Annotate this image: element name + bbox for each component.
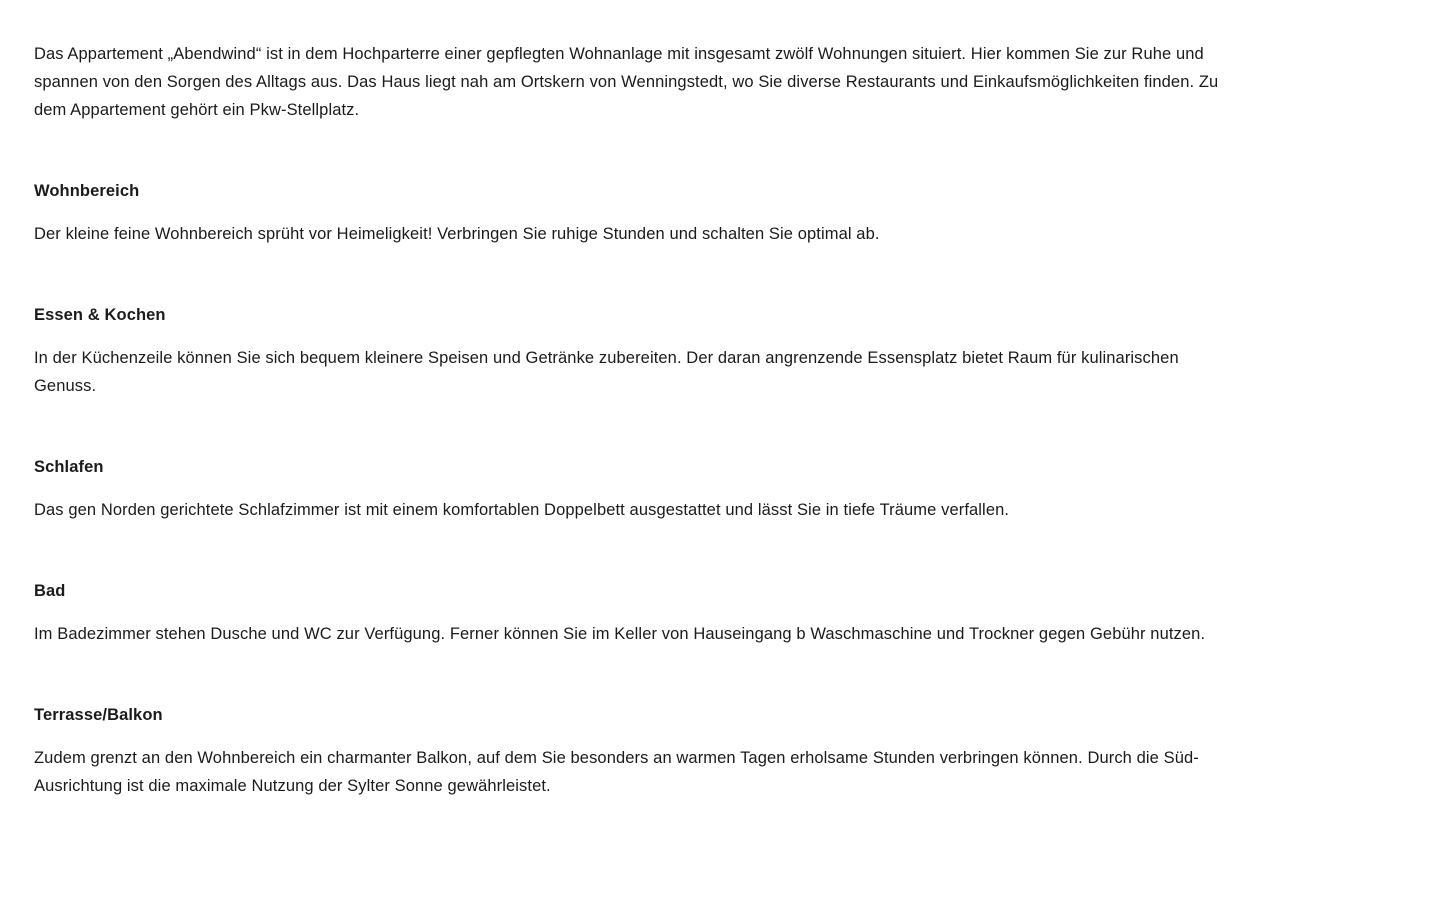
section-heading-essen-kochen: Essen & Kochen bbox=[34, 306, 166, 324]
intro-paragraph bbox=[34, 40, 1400, 124]
paragraph-line: Ausrichtung ist die maximale Nutzung der Sylter Sonne gewährleistet. bbox=[34, 777, 551, 795]
paragraph-line: Im Badezimmer stehen Dusche und WC zur Verfügung. Ferner können Sie im Keller von Hauseingang b Waschmaschine und Trockner gegen Gebühr nutzen. bbox=[34, 625, 1206, 643]
section-paragraph bbox=[34, 496, 1400, 524]
paragraph-line: Zudem grenzt an den Wohnbereich ein charmanter Balkon, auf dem Sie besonders an warmen Tagen erholsame Stunden verbringen können. Durch die Süd- bbox=[34, 749, 1199, 767]
section-essen-kochen bbox=[34, 302, 1400, 400]
paragraph-line: Das gen Norden gerichtete Schlafzimmer ist mit einem komfortablen Doppelbett ausgestattet und lässt Sie in tiefe Träume verfallen. bbox=[34, 501, 1010, 519]
section-bad bbox=[34, 578, 1400, 648]
paragraph-line: Genuss. bbox=[34, 377, 97, 395]
section-paragraph bbox=[34, 220, 1400, 248]
paragraph-line: In der Küchenzeile können Sie sich bequem kleinere Speisen und Getränke zubereiten. Der daran angrenzende Essensplatz bietet Raum für kulinarischen bbox=[34, 349, 1179, 367]
section-heading-terrasse-balkon: Terrasse/Balkon bbox=[34, 706, 163, 724]
section-paragraph bbox=[34, 620, 1400, 648]
section-heading-wohnbereich: Wohnbereich bbox=[34, 182, 140, 200]
section-paragraph bbox=[34, 344, 1400, 400]
section-paragraph bbox=[34, 744, 1400, 800]
section-heading-schlafen: Schlafen bbox=[34, 458, 104, 476]
section-schlafen bbox=[34, 454, 1400, 524]
paragraph-line: spannen von den Sorgen des Alltags aus. Das Haus liegt nah am Ortskern von Wenningstedt, wo Sie diverse Restaurants und Einkaufsmöglichkeiten finden. Zu bbox=[34, 73, 1219, 91]
section-heading-bad: Bad bbox=[34, 582, 66, 600]
paragraph-line: Der kleine feine Wohnbereich sprüht vor Heimeligkeit! Verbringen Sie ruhige Stunden und schalten Sie optimal ab. bbox=[34, 225, 880, 243]
paragraph-line: dem Appartement gehört ein Pkw-Stellplatz. bbox=[34, 101, 360, 119]
section-terrasse-balkon bbox=[34, 702, 1400, 800]
section-wohnbereich bbox=[34, 178, 1400, 248]
paragraph-line: Das Appartement „Abendwind“ ist in dem Hochparterre einer gepflegten Wohnanlage mit insgesamt zwölf Wohnungen situiert. Hier kommen Sie zur Ruhe und bbox=[34, 45, 1204, 63]
